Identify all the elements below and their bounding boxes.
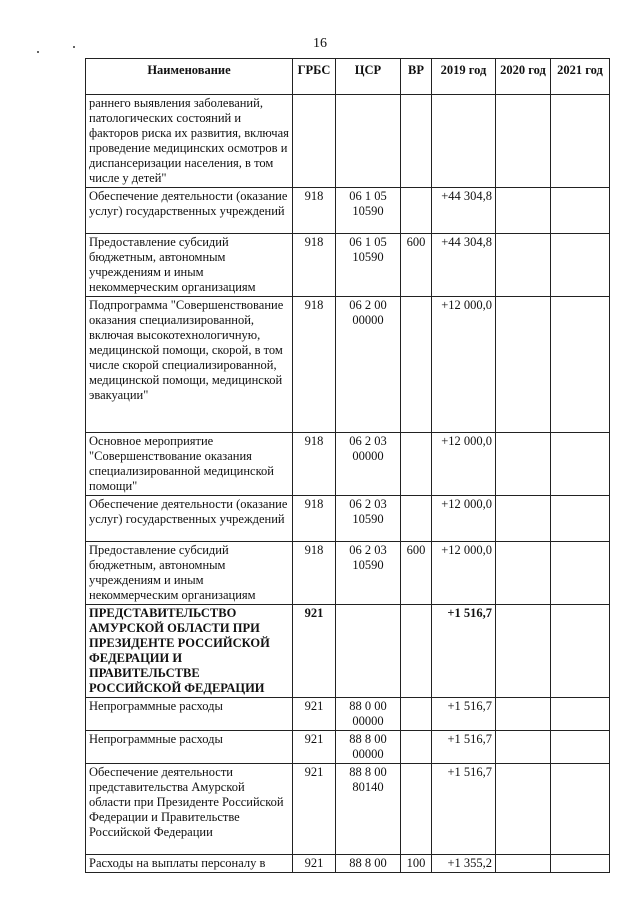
cell-y2021	[551, 95, 610, 188]
cell-csr: 06 2 03 10590	[336, 542, 401, 605]
column-header: ГРБС	[293, 59, 336, 95]
cell-y2019: +12 000,0	[432, 433, 496, 496]
cell-vr	[401, 605, 432, 698]
cell-grbs: 921	[293, 764, 336, 855]
scan-speck	[37, 51, 39, 53]
cell-vr: 600	[401, 234, 432, 297]
cell-vr	[401, 698, 432, 731]
scan-speck	[73, 46, 75, 48]
cell-y2019: +12 000,0	[432, 496, 496, 542]
cell-name: Обеспечение деятельности представительства Амурской области при Президенте Российской Федерации и Правительстве Российской Федерации	[86, 764, 293, 855]
cell-vr	[401, 297, 432, 433]
table-row	[86, 496, 610, 542]
cell-name: Обеспечение деятельности (оказание услуг) государственных учреждений	[86, 188, 293, 234]
table-row	[86, 605, 610, 698]
table-row	[86, 188, 610, 234]
cell-vr	[401, 731, 432, 764]
column-header: ВР	[401, 59, 432, 95]
cell-y2019: +1 355,2	[432, 855, 496, 873]
cell-csr	[336, 605, 401, 698]
cell-y2019: +12 000,0	[432, 542, 496, 605]
cell-y2020	[496, 297, 551, 433]
cell-y2019: +1 516,7	[432, 731, 496, 764]
cell-grbs: 918	[293, 433, 336, 496]
cell-csr: 06 2 03 00000	[336, 433, 401, 496]
cell-csr: 88 8 00 00000	[336, 731, 401, 764]
cell-y2020	[496, 496, 551, 542]
cell-name: Подпрограмма "Совершенствование оказания специализированной, включая высокотехнологичную, медицинской помощи, скорой, в том числе скорой специализированной, медицинской помощи, медицинской эвакуации"	[86, 297, 293, 433]
cell-y2021	[551, 433, 610, 496]
cell-name: Непрограммные расходы	[86, 698, 293, 731]
cell-csr: 88 0 00 00000	[336, 698, 401, 731]
cell-vr	[401, 496, 432, 542]
cell-vr	[401, 95, 432, 188]
cell-csr: 88 8 00	[336, 855, 401, 873]
cell-y2020	[496, 433, 551, 496]
column-header: Наименование	[86, 59, 293, 95]
cell-y2020	[496, 731, 551, 764]
table-row	[86, 731, 610, 764]
cell-vr: 600	[401, 542, 432, 605]
table-row	[86, 855, 610, 873]
cell-y2020	[496, 855, 551, 873]
cell-name: Непрограммные расходы	[86, 731, 293, 764]
cell-grbs: 918	[293, 496, 336, 542]
cell-grbs: 921	[293, 855, 336, 873]
column-header: 2020 год	[496, 59, 551, 95]
cell-y2019: +1 516,7	[432, 698, 496, 731]
cell-csr: 06 1 05 10590	[336, 234, 401, 297]
table-header-row	[86, 59, 610, 95]
cell-y2021	[551, 605, 610, 698]
cell-grbs: 921	[293, 731, 336, 764]
cell-y2020	[496, 542, 551, 605]
cell-name: ПРЕДСТАВИТЕЛЬСТВО АМУРСКОЙ ОБЛАСТИ ПРИ ПРЕЗИДЕНТЕ РОССИЙСКОЙ ФЕДЕРАЦИИ И ПРАВИТЕЛЬСТВЕ РОССИЙСКОЙ ФЕДЕРАЦИИ	[86, 605, 293, 698]
cell-csr: 88 8 00 80140	[336, 764, 401, 855]
cell-name: Предоставление субсидий бюджетным, автономным учреждениям и иным некоммерческим организациям	[86, 234, 293, 297]
table-row	[86, 297, 610, 433]
cell-y2021	[551, 764, 610, 855]
page-number: 16	[313, 36, 327, 51]
cell-csr	[336, 95, 401, 188]
cell-vr: 100	[401, 855, 432, 873]
cell-y2019: +1 516,7	[432, 764, 496, 855]
table-row	[86, 95, 610, 188]
cell-vr	[401, 764, 432, 855]
cell-grbs: 918	[293, 542, 336, 605]
cell-y2021	[551, 855, 610, 873]
cell-y2021	[551, 234, 610, 297]
cell-y2019: +1 516,7	[432, 605, 496, 698]
cell-y2020	[496, 698, 551, 731]
cell-csr: 06 2 00 00000	[336, 297, 401, 433]
cell-y2020	[496, 605, 551, 698]
cell-name: раннего выявления заболеваний, патологических состояний и факторов риска их развития, включая проведение медицинских осмотров и диспансеризации населения, в том числе у детей"	[86, 95, 293, 188]
table-row	[86, 698, 610, 731]
cell-y2021	[551, 731, 610, 764]
table-row	[86, 764, 610, 855]
column-header: ЦСР	[336, 59, 401, 95]
cell-y2021	[551, 698, 610, 731]
cell-y2019: +12 000,0	[432, 297, 496, 433]
cell-y2021	[551, 297, 610, 433]
cell-name: Расходы на выплаты персоналу в	[86, 855, 293, 873]
cell-y2021	[551, 188, 610, 234]
cell-name: Основное мероприятие "Совершенствование оказания специализированной медицинской помощи"	[86, 433, 293, 496]
table-row	[86, 234, 610, 297]
cell-name: Обеспечение деятельности (оказание услуг) государственных учреждений	[86, 496, 293, 542]
cell-y2020	[496, 764, 551, 855]
cell-y2020	[496, 234, 551, 297]
cell-y2019: +44 304,8	[432, 234, 496, 297]
cell-csr: 06 2 03 10590	[336, 496, 401, 542]
cell-y2020	[496, 95, 551, 188]
cell-grbs	[293, 95, 336, 188]
table-row	[86, 433, 610, 496]
cell-csr: 06 1 05 10590	[336, 188, 401, 234]
cell-y2019	[432, 95, 496, 188]
table-row	[86, 542, 610, 605]
cell-grbs: 921	[293, 698, 336, 731]
cell-y2021	[551, 542, 610, 605]
cell-y2020	[496, 188, 551, 234]
budget-table	[85, 58, 610, 873]
column-header: 2019 год	[432, 59, 496, 95]
cell-grbs: 921	[293, 605, 336, 698]
cell-y2019: +44 304,8	[432, 188, 496, 234]
cell-vr	[401, 188, 432, 234]
column-header: 2021 год	[551, 59, 610, 95]
cell-name: Предоставление субсидий бюджетным, автономным учреждениям и иным некоммерческим организациям	[86, 542, 293, 605]
cell-grbs: 918	[293, 234, 336, 297]
cell-vr	[401, 433, 432, 496]
cell-grbs: 918	[293, 297, 336, 433]
cell-y2021	[551, 496, 610, 542]
cell-grbs: 918	[293, 188, 336, 234]
